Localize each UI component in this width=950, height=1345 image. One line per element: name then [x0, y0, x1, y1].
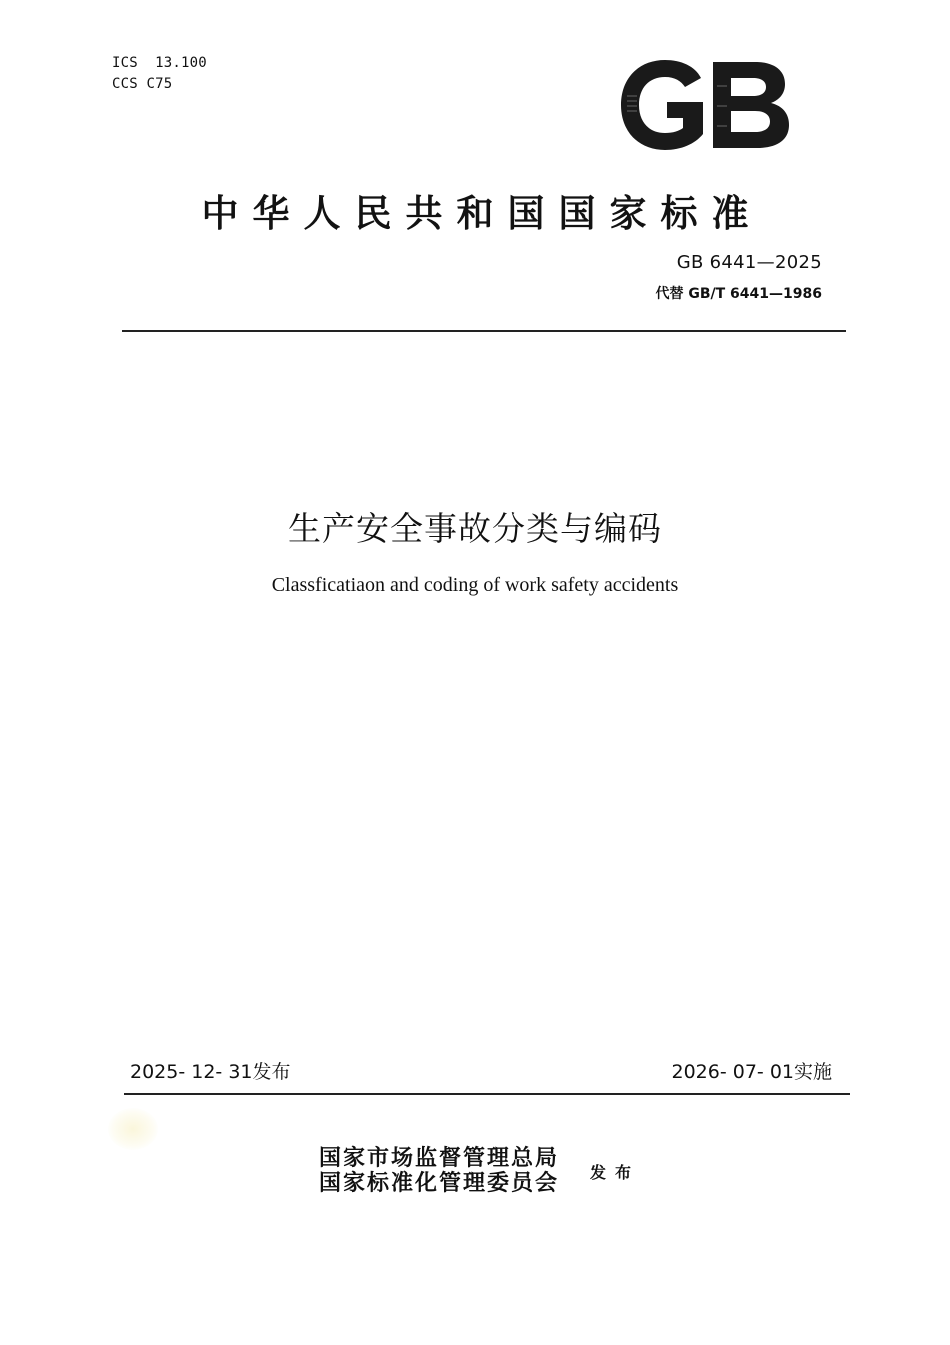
issuing-authorities	[319, 1146, 559, 1196]
document-title-chinese: 生产安全事故分类与编码	[288, 509, 662, 548]
national-standard-heading: 中华人民共和国国家标准	[201, 191, 763, 235]
bottom-divider	[124, 1093, 850, 1095]
standard-number: GB 6441—2025	[676, 252, 822, 273]
gb-logo	[617, 56, 793, 154]
issuer-sac: 国家标准化管理委员会	[319, 1170, 560, 1196]
paper-stain	[108, 1108, 158, 1150]
ccs-code: CCS C75	[112, 76, 173, 92]
implementation-date: 2026- 07- 01实施	[671, 1061, 832, 1083]
issue-date: 2025- 12- 31发布	[130, 1061, 291, 1083]
issuer-samr: 国家市场监督管理总局	[319, 1145, 560, 1171]
classification-codes	[112, 53, 207, 95]
ics-code: ICS 13.100	[112, 55, 207, 71]
replaces-standard: 代替 GB/T 6441—1986	[655, 286, 822, 302]
publish-label: 发布	[590, 1163, 641, 1182]
document-title-english: Classficatiaon and coding of work safety accidents	[271, 574, 679, 596]
top-divider	[122, 330, 846, 332]
